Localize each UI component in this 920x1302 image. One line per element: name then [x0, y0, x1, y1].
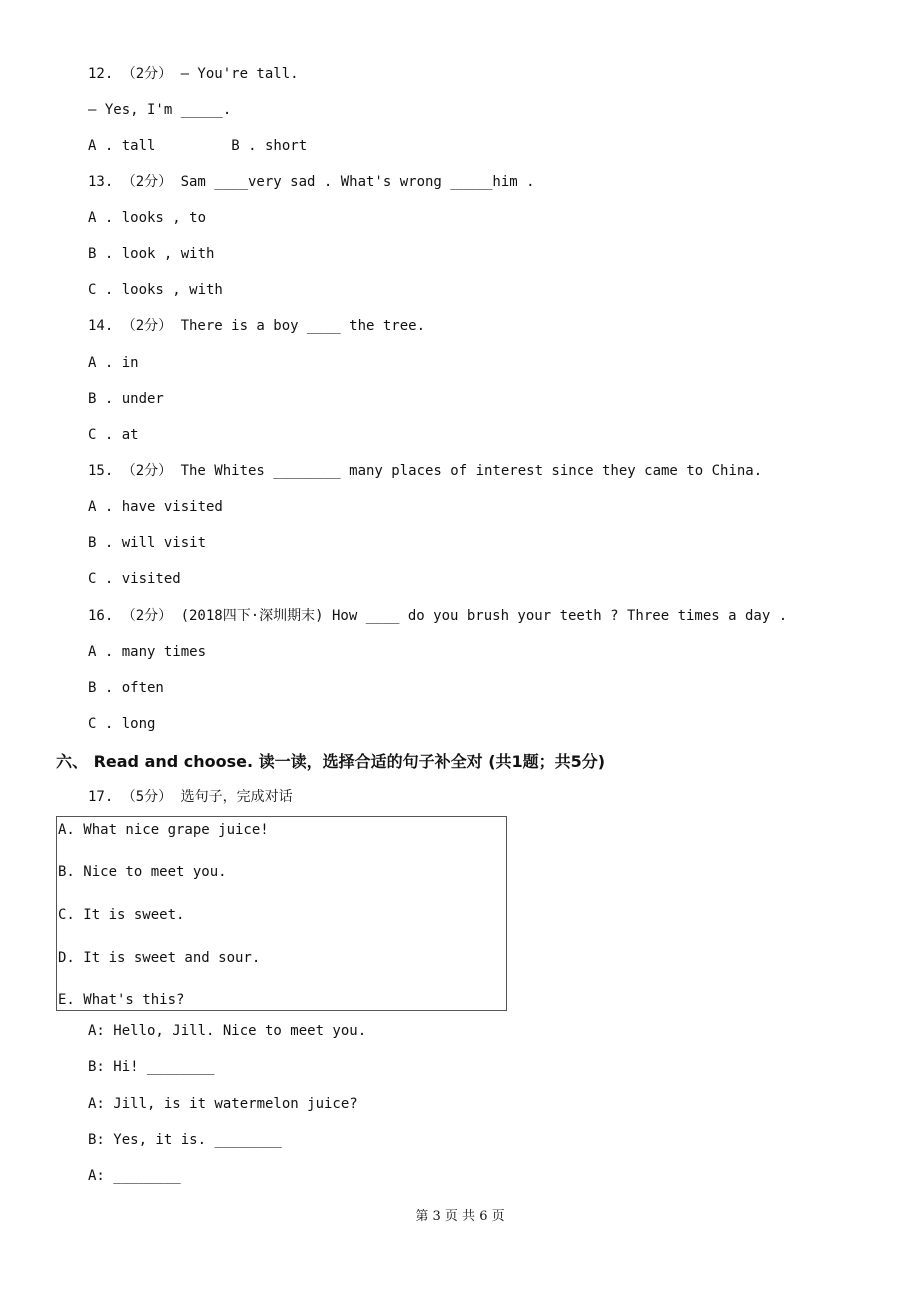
question-14-option-a: A . in — [88, 355, 139, 371]
question-16-option-a: A . many times — [88, 644, 207, 660]
question-12-stem: 12. （2分） — You're tall. — [88, 66, 299, 82]
question-15-stem: 15. （2分） The Whites ________ many places of interest since they came to China. — [88, 463, 763, 479]
question-12-options: A . tall B . short — [88, 138, 308, 154]
question-12-line: — Yes, I'm _____. — [88, 102, 232, 118]
choice-d: D. It is sweet and sour. — [58, 950, 261, 966]
question-16-stem: 16. （2分） (2018四下·深圳期末) How ____ do you brush your teeth ? Three times a day . — [88, 608, 788, 624]
question-13-option-b: B . look , with — [88, 246, 215, 262]
question-13-stem: 13. （2分） Sam ____very sad . What's wrong _____him . — [88, 174, 535, 190]
question-15-option-c: C . visited — [88, 571, 181, 587]
question-15-option-a: A . have visited — [88, 499, 223, 515]
question-14-stem: 14. （2分） There is a boy ____ the tree. — [88, 318, 426, 334]
choice-c: C. It is sweet. — [58, 907, 185, 923]
question-15-option-b: B . will visit — [88, 535, 207, 551]
question-17-stem: 17. （5分） 选句子，完成对话 — [88, 789, 293, 805]
dialogue-line-2: B: Hi! ________ — [88, 1059, 215, 1075]
page-footer: 第 3 页 共 6 页 — [415, 1209, 505, 1224]
choice-e: E. What's this? — [58, 992, 185, 1008]
question-13-option-a: A . looks , to — [88, 210, 207, 226]
section-6-heading: 六、 Read and choose. 读一读，选择合适的句子补全对 (共1题；共5分) — [56, 752, 606, 771]
question-16-option-b: B . often — [88, 680, 164, 696]
dialogue-line-5: A: ________ — [88, 1168, 181, 1184]
dialogue-line-3: A: Jill, is it watermelon juice? — [88, 1096, 358, 1112]
question-14-option-c: C . at — [88, 427, 139, 443]
choice-a: A. What nice grape juice! — [58, 822, 269, 838]
dialogue-line-4: B: Yes, it is. ________ — [88, 1132, 282, 1148]
question-13-option-c: C . looks , with — [88, 282, 223, 298]
question-14-option-b: B . under — [88, 391, 164, 407]
sentence-choices-box — [56, 816, 507, 1011]
choice-b: B. Nice to meet you. — [58, 864, 227, 880]
dialogue-line-1: A: Hello, Jill. Nice to meet you. — [88, 1023, 367, 1039]
question-16-option-c: C . long — [88, 716, 156, 732]
